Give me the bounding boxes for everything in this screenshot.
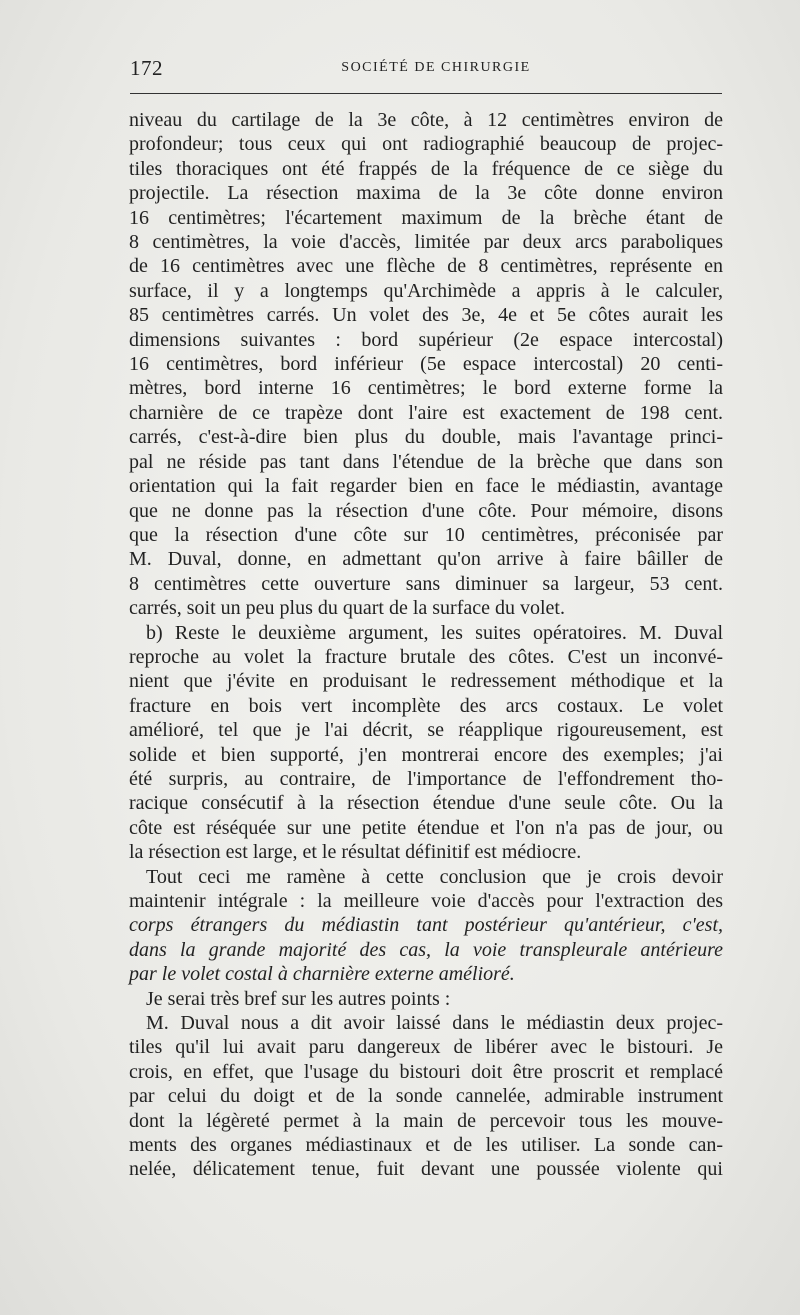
- text-line: 16 centimètres; l'écartement maximum de la brèche étant de: [129, 206, 723, 229]
- text-line: Je serai très bref sur les autres points :: [146, 987, 451, 1010]
- text-line: tiles qu'il lui avait paru dangereux de libérer avec le bistouri. Je: [129, 1036, 723, 1059]
- text-line: la résection est large, et le résultat définitif est médiocre.: [129, 841, 582, 864]
- text-line: Tout ceci me ramène à cette conclusion que je crois devoir: [146, 865, 723, 888]
- text-line: niveau du cartilage de la 3e côte, à 12 centimètres environ de: [129, 109, 723, 131]
- text-line: que la résection d'une côte sur 10 centimètres, préconisée par: [129, 523, 723, 546]
- text-line: dans la grande majorité des cas, la voie transpleurale antérieure: [129, 938, 723, 961]
- text-line: que ne donne pas la résection d'une côte. Pour mémoire, disons: [129, 499, 723, 522]
- running-title: SOCIÉTÉ DE CHIRURGIE: [341, 60, 531, 75]
- text-line: b) Reste le deuxième argument, les suites opératoires. M. Duval: [146, 621, 723, 644]
- text-line: ments des organes médiastinaux et de les utiliser. La sonde can-: [129, 1134, 723, 1157]
- body-text: [129, 108, 723, 1182]
- text-line: 16 centimètres, bord inférieur (5e espace intercostal) 20 centi-: [129, 353, 723, 376]
- text-line: 85 centimètres carrés. Un volet des 3e, 4e et 5e côtes aurait les: [129, 304, 723, 327]
- text-line: mètres, bord interne 16 centimètres; le bord externe forme la: [129, 377, 723, 400]
- text-line: surface, il y a longtemps qu'Archimède a appris à le calculer,: [129, 279, 723, 302]
- text-line: dimensions suivantes : bord supérieur (2e espace intercostal): [129, 328, 723, 351]
- text-line: côte est réséquée sur une petite étendue et l'on n'a pas de jour, ou: [129, 816, 723, 839]
- text-line: carrés, soit un peu plus du quart de la surface du volet.: [129, 597, 565, 620]
- text-line: orientation qui la fait regarder bien en face le médiastin, avantage: [129, 475, 723, 498]
- text-line: racique consécutif à la résection étendue d'une seule côte. Ou la: [129, 792, 723, 815]
- text-line: tiles thoraciques ont été frappés de la fréquence de ce siège du: [129, 157, 723, 180]
- text-line: dont la légèreté permet à la main de percevoir tous les mouve-: [129, 1109, 723, 1132]
- text-line: par le volet costal à charnière externe amélioré.: [129, 963, 515, 986]
- text-line: nient que j'évite en produisant le redressement méthodique et la: [129, 670, 723, 693]
- text-line: nelée, délicatement tenue, fuit devant une poussée violente qui: [129, 1158, 723, 1181]
- text-line: amélioré, tel que je l'ai décrit, se réapplique rigoureusement, est: [129, 719, 723, 742]
- text-line: pal ne réside pas tant dans l'étendue de la brèche que dans son: [129, 450, 723, 473]
- page-number: 172: [130, 56, 163, 80]
- text-line: M. Duval nous a dit avoir laissé dans le médiastin deux projec-: [146, 1012, 723, 1035]
- text-line: carrés, c'est-à-dire bien plus du double, mais l'avantage princi-: [129, 426, 723, 449]
- text-line: M. Duval, donne, en admettant qu'on arrive à faire bâiller de: [129, 548, 723, 571]
- text-line: 8 centimètres, la voie d'accès, limitée par deux arcs paraboliques: [129, 231, 723, 254]
- text-line: projectile. La résection maxima de la 3e côte donne environ: [129, 182, 723, 205]
- text-line: solide et bien supporté, j'en montrerai encore des exemples; j'ai: [129, 743, 723, 766]
- text-line: profondeur; tous ceux qui ont radiographié beaucoup de projec-: [129, 133, 723, 156]
- text-line: reproche au volet la fracture brutale des côtes. C'est un inconvé-: [129, 645, 723, 668]
- text-line: par celui du doigt et de la sonde cannelée, admirable instrument: [129, 1085, 723, 1108]
- text-line: corps étrangers du médiastin tant postérieur qu'antérieur, c'est,: [129, 914, 723, 937]
- text-line: crois, en effet, que l'usage du bistouri doit être proscrit et remplacé: [129, 1060, 723, 1083]
- text-line: fracture en bois vert incomplète des arcs costaux. Le volet: [129, 694, 723, 717]
- text-line: charnière de ce trapèze dont l'aire est exactement de 198 cent.: [129, 401, 723, 424]
- text-line: de 16 centimètres avec une flèche de 8 centimètres, représente en: [129, 255, 723, 278]
- page-header: [130, 56, 722, 84]
- text-line: 8 centimètres cette ouverture sans diminuer sa largeur, 53 cent.: [129, 572, 723, 595]
- header-rule: [130, 93, 722, 94]
- text-line: été surpris, au contraire, de l'importance de l'effondrement tho-: [129, 767, 723, 790]
- text-line: maintenir intégrale : la meilleure voie d'accès pour l'extraction des: [129, 890, 723, 912]
